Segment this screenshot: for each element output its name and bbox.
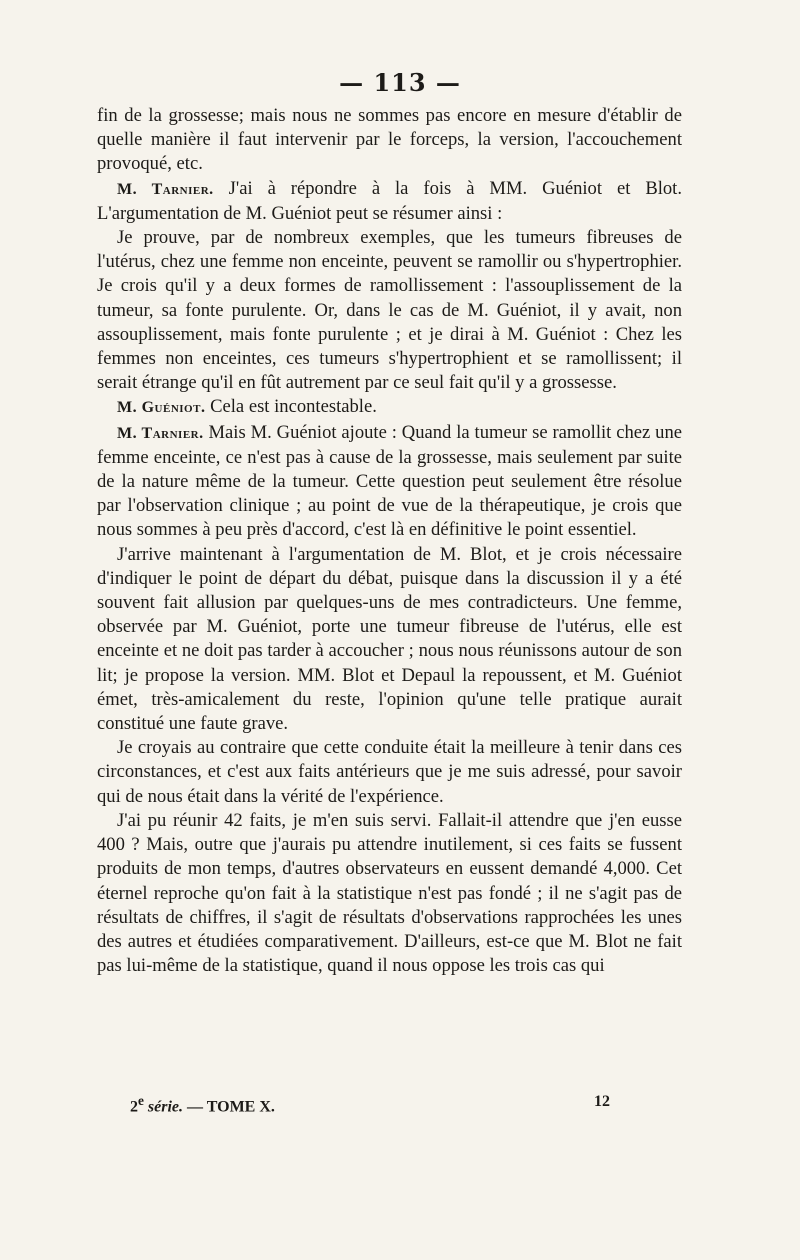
paragraph: J'arrive maintenant à l'argumentation de M. Blot, et je crois nécessaire d'indiquer le point de départ du débat, puisque dans la discussion il y a été souvent fait allusion par quelques-uns de mes contradicteurs. Une femme, observée par M. Guéniot, porte une tumeur fibreuse de l'utérus, elle est enceinte et ne doit pas tarder à accoucher ; nous nous réunissons autour de son lit; je propose la version. MM. Blot et Depaul la repoussent, et M. Guéniot émet, très-amicalement du reste, l'opinion qu'une telle pratique aurait constitué une faute grave. bbox=[97, 543, 682, 735]
page-number: — 113 — bbox=[339, 68, 461, 97]
paragraph: J'ai pu réunir 42 faits, je m'en suis servi. Fallait-il attendre que j'en eusse 400 ? Mais, outre que j'aurais pu attendre inutilement, si ces faits se fussent produits de mon temps, d'autres observateurs en eussent demandé 4,000. Cet éternel reproche qu'on fait à la statistique n'est pas fondé ; il ne s'agit pas de résultats de chiffres, il s'agit de résultats d'observations rapprochées les unes des autres et étudiées comparativement. D'ailleurs, est-ce que M. Blot ne fait pas lui-même de la statistique, quand il nous oppose les trois cas qui bbox=[97, 809, 682, 977]
body-text bbox=[97, 104, 682, 978]
series-volume: 2e série. — TOME X. bbox=[130, 1093, 275, 1116]
signature-mark: 12 bbox=[594, 1093, 610, 1110]
paragraph: Je prouve, par de nombreux exemples, que les tumeurs fibreuses de l'utérus, chez une femme non enceinte, peuvent se ramollir ou s'hypertrophier. Je crois qu'il y a deux formes de ramollissement : l'assouplissement de la tumeur, sa fonte purulente. Or, dans le cas de M. Guéniot, il y avait, non assouplissement, mais fonte purulente ; et je dirai à M. Guéniot : Chez les femmes non enceintes, ces tumeurs s'hypertrophient et se ramollissent; il serait étrange qu'il en fût autrement par ce seul fait qu'il y a grossesse. bbox=[97, 227, 682, 394]
paragraph: M. Tarnier. J'ai à répondre à la fois à MM. Guéniot et Blot. L'argumentation de M. Guéniot peut se résumer ainsi : bbox=[97, 177, 682, 224]
speaker-name: M. Tarnier. bbox=[117, 424, 204, 442]
speaker-name: M. Guéniot. bbox=[117, 399, 206, 417]
paragraph: M. Guéniot. Cela est incontestable. bbox=[117, 396, 377, 418]
paragraph: Je croyais au contraire que cette conduite était la meilleure à tenir dans ces circonstances, et c'est aux faits antérieurs que je me suis adressé, pour savoir qui de nous était dans la vérité de l'expérience. bbox=[97, 737, 682, 807]
paragraph: M. Tarnier. Mais M. Guéniot ajoute : Quand la tumeur se ramollit chez une femme enceinte, ce n'est pas à cause de la grossesse, mais seulement par suite de la nature même de la tumeur. Cette question peut seulement être résolue par l'observation clinique ; au point de vue de la thérapeutique, je crois que nous sommes à peu près d'accord, c'est là en définitive le point essentiel. bbox=[97, 421, 682, 541]
speaker-name: M. Tarnier. bbox=[117, 180, 214, 198]
paragraph: fin de la grossesse; mais nous ne sommes pas encore en mesure d'établir de quelle manière il faut intervenir par le forceps, la version, l'accouchement provoqué, etc. bbox=[97, 105, 682, 175]
